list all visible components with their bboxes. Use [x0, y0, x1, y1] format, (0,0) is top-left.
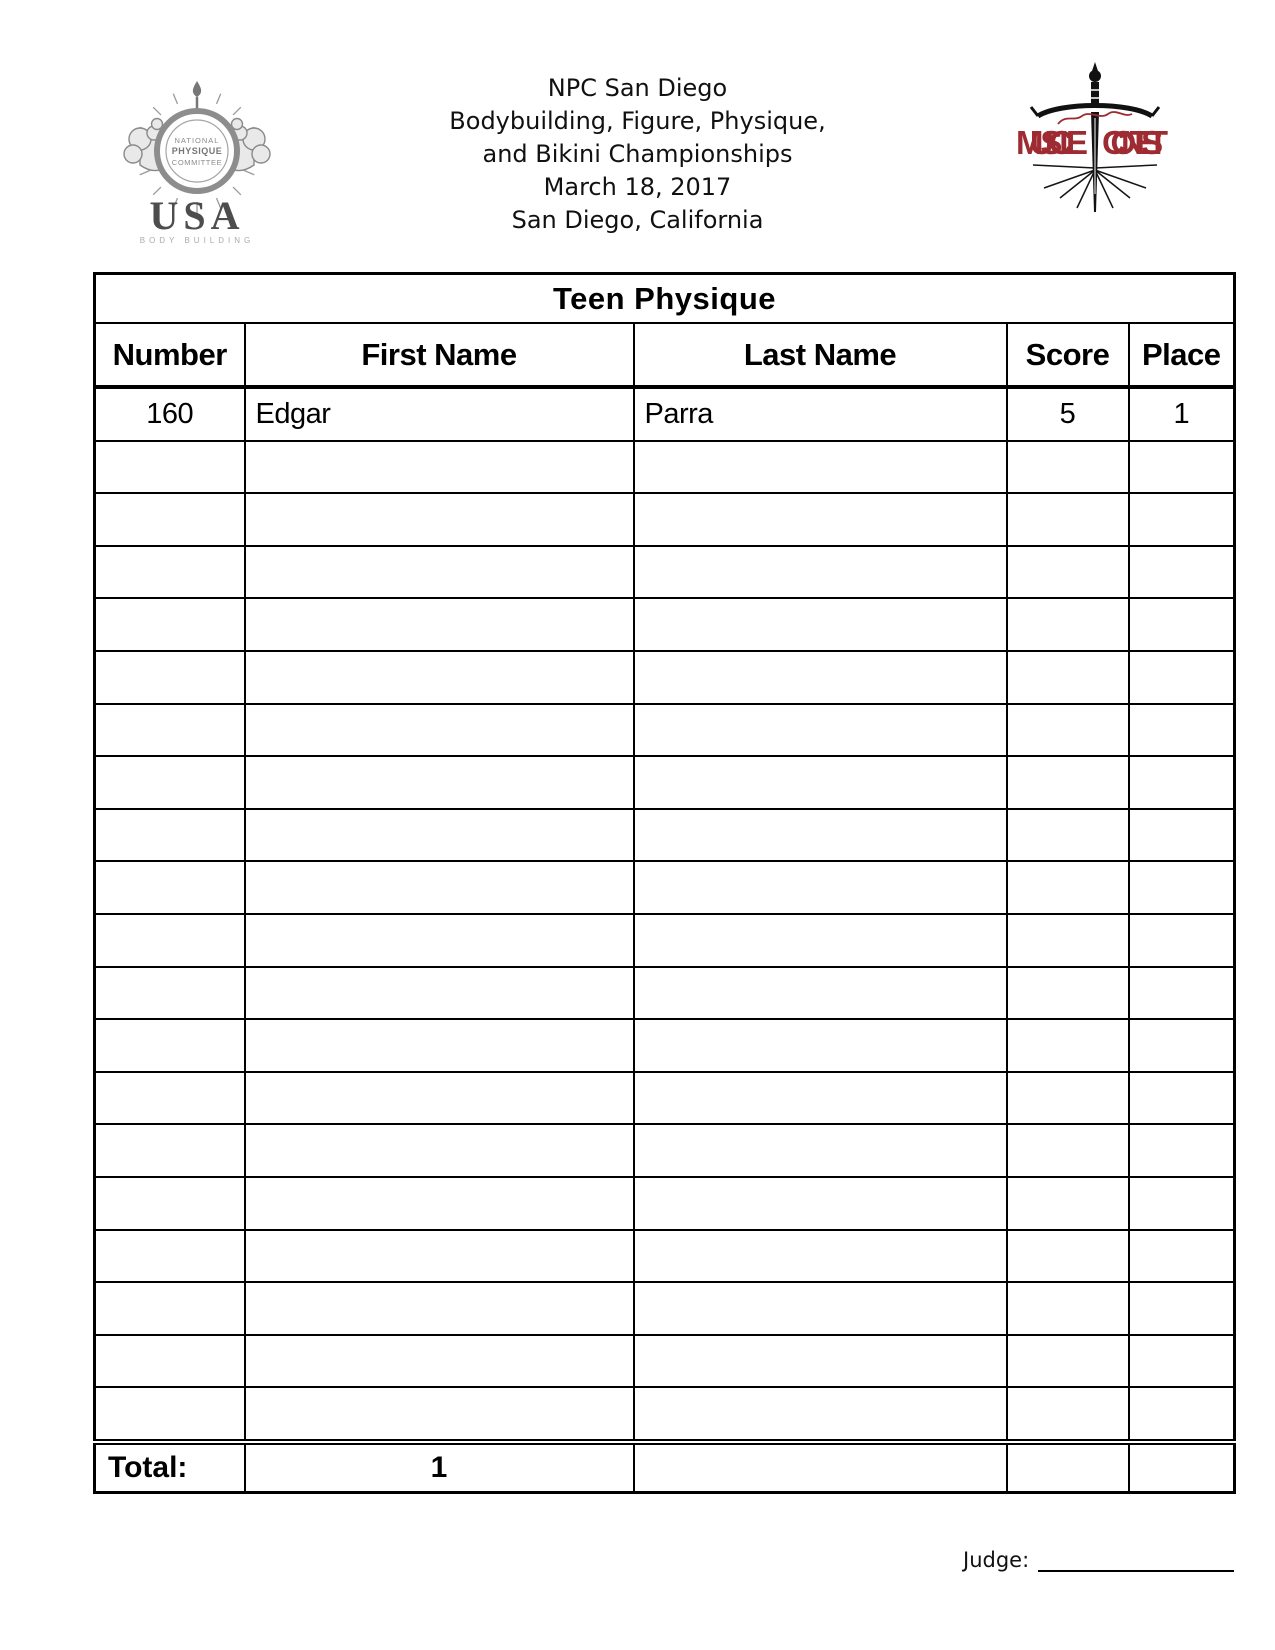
cell-first-name — [245, 1335, 634, 1388]
table-body — [95, 274, 1235, 1493]
table-row — [95, 809, 1235, 862]
cell-last-name — [634, 1177, 1007, 1230]
cell-score — [1007, 967, 1129, 1020]
cell-place — [1129, 756, 1235, 809]
cell-number — [95, 546, 245, 599]
cell-score — [1007, 914, 1129, 967]
cell-score — [1007, 1230, 1129, 1283]
table-row — [95, 1072, 1235, 1125]
cell-place — [1129, 598, 1235, 651]
cell-score — [1007, 1177, 1129, 1230]
cell-place — [1129, 441, 1235, 494]
table-row — [95, 387, 1235, 441]
cell-score — [1007, 546, 1129, 599]
cell-first-name: Edgar — [245, 387, 634, 441]
cell-last-name — [634, 1019, 1007, 1072]
musclecontest-logo — [1000, 62, 1190, 227]
cell-number — [95, 914, 245, 967]
cell-place — [1129, 546, 1235, 599]
column-header-place: Place — [1129, 323, 1235, 387]
cell-last-name — [634, 493, 1007, 546]
cell-last-name — [634, 1387, 1007, 1442]
cell-first-name — [245, 598, 634, 651]
cell-last-name — [634, 1335, 1007, 1388]
cell-place — [1129, 651, 1235, 704]
cell-place — [1129, 1177, 1235, 1230]
cell-number — [95, 1177, 245, 1230]
table-row — [95, 1230, 1235, 1283]
cell-place — [1129, 704, 1235, 757]
cell-number — [95, 598, 245, 651]
cell-score — [1007, 809, 1129, 862]
cell-last-name — [634, 967, 1007, 1020]
table-row — [95, 967, 1235, 1020]
table-row — [95, 546, 1235, 599]
seal-text-physique: PHYSIQUE — [171, 146, 223, 156]
event-title-line: March 18, 2017 — [543, 173, 732, 201]
cell-first-name — [245, 1177, 634, 1230]
cell-place — [1129, 1387, 1235, 1442]
total-empty-cell — [1129, 1442, 1235, 1493]
cell-last-name — [634, 756, 1007, 809]
table-title: Teen Physique — [95, 274, 1235, 324]
column-header-last-name: Last Name — [634, 323, 1007, 387]
cell-last-name — [634, 1282, 1007, 1335]
seal-text-national: NATIONAL — [174, 136, 220, 145]
cell-first-name — [245, 1072, 634, 1125]
cell-score — [1007, 1124, 1129, 1177]
cell-score — [1007, 441, 1129, 494]
muscle-wordmark: MUSCLE — [1016, 124, 1088, 161]
cell-score — [1007, 1335, 1129, 1388]
table-row — [95, 1387, 1235, 1442]
cell-first-name — [245, 967, 634, 1020]
cell-last-name — [634, 1072, 1007, 1125]
table-row — [95, 1282, 1235, 1335]
cell-score — [1007, 493, 1129, 546]
table-row — [95, 1124, 1235, 1177]
table-row — [95, 598, 1235, 651]
judge-signature-area — [963, 1548, 1234, 1572]
cell-last-name — [634, 861, 1007, 914]
seal-text-committee: COMMITTEE — [171, 158, 223, 167]
cell-place — [1129, 914, 1235, 967]
cell-place — [1129, 809, 1235, 862]
cell-number — [95, 493, 245, 546]
cell-score — [1007, 1387, 1129, 1442]
cell-number — [95, 1019, 245, 1072]
cell-place — [1129, 1282, 1235, 1335]
total-label: Total: — [95, 1442, 245, 1493]
cell-place — [1129, 1124, 1235, 1177]
table-header-row — [95, 323, 1235, 387]
cell-score — [1007, 651, 1129, 704]
total-empty-cell — [1007, 1442, 1129, 1493]
cell-number — [95, 1124, 245, 1177]
cell-last-name — [634, 598, 1007, 651]
contest-wordmark: CONTEST — [1102, 124, 1168, 161]
cell-first-name — [245, 861, 634, 914]
table-row — [95, 756, 1235, 809]
cell-place — [1129, 1335, 1235, 1388]
cell-number — [95, 1335, 245, 1388]
cell-first-name — [245, 809, 634, 862]
cell-number — [95, 441, 245, 494]
bodybuilding-subtitle: BODY BUILDING — [139, 236, 255, 245]
judge-signature-line — [1038, 1549, 1234, 1572]
cell-first-name — [245, 651, 634, 704]
cell-place — [1129, 1072, 1235, 1125]
cell-first-name — [245, 1124, 634, 1177]
event-title-line: Bodybuilding, Figure, Physique, — [449, 107, 826, 135]
cell-number — [95, 1072, 245, 1125]
table-row — [95, 914, 1235, 967]
cell-number — [95, 651, 245, 704]
cell-number — [95, 809, 245, 862]
cell-first-name — [245, 1282, 634, 1335]
cell-number — [95, 704, 245, 757]
column-header-number: Number — [95, 323, 245, 387]
cell-number: 160 — [95, 387, 245, 441]
column-header-score: Score — [1007, 323, 1129, 387]
score-table — [93, 272, 1236, 1494]
cell-place: 1 — [1129, 387, 1235, 441]
cell-place — [1129, 1230, 1235, 1283]
cell-last-name — [634, 441, 1007, 494]
cell-number — [95, 861, 245, 914]
total-value: 1 — [245, 1442, 634, 1493]
cell-place — [1129, 967, 1235, 1020]
cell-score — [1007, 704, 1129, 757]
total-row — [95, 1442, 1235, 1493]
cell-number — [95, 1282, 245, 1335]
cell-first-name — [245, 704, 634, 757]
cell-first-name — [245, 493, 634, 546]
table-row — [95, 441, 1235, 494]
cell-number — [95, 756, 245, 809]
cell-place — [1129, 493, 1235, 546]
judge-label: Judge: — [963, 1548, 1030, 1572]
table-row — [95, 1177, 1235, 1230]
cell-score — [1007, 1019, 1129, 1072]
cell-first-name — [245, 1019, 634, 1072]
event-title-line: San Diego, California — [511, 206, 764, 234]
table-row — [95, 1335, 1235, 1388]
cell-number — [95, 967, 245, 1020]
total-empty-cell — [634, 1442, 1007, 1493]
cell-first-name — [245, 546, 634, 599]
cell-first-name — [245, 1230, 634, 1283]
cell-number — [95, 1230, 245, 1283]
cell-number — [95, 1387, 245, 1442]
cell-score — [1007, 756, 1129, 809]
cell-last-name — [634, 914, 1007, 967]
cell-first-name — [245, 756, 634, 809]
cell-last-name: Parra — [634, 387, 1007, 441]
table-row — [95, 651, 1235, 704]
cell-score: 5 — [1007, 387, 1129, 441]
cell-score — [1007, 861, 1129, 914]
cell-place — [1129, 1019, 1235, 1072]
table-row — [95, 704, 1235, 757]
table-title-row — [95, 274, 1235, 324]
cell-last-name — [634, 809, 1007, 862]
cell-first-name — [245, 1387, 634, 1442]
cell-place — [1129, 861, 1235, 914]
cell-score — [1007, 598, 1129, 651]
cell-last-name — [634, 1230, 1007, 1283]
usa-wordmark: USA — [149, 193, 245, 238]
table-row — [95, 861, 1235, 914]
cell-last-name — [634, 651, 1007, 704]
cell-first-name — [245, 441, 634, 494]
cell-last-name — [634, 704, 1007, 757]
cell-last-name — [634, 546, 1007, 599]
cell-first-name — [245, 914, 634, 967]
column-header-first-name: First Name — [245, 323, 634, 387]
event-title-line: NPC San Diego — [547, 74, 728, 102]
cell-score — [1007, 1282, 1129, 1335]
cell-last-name — [634, 1124, 1007, 1177]
cell-score — [1007, 1072, 1129, 1125]
table-row — [95, 493, 1235, 546]
event-title-line: and Bikini Championships — [482, 140, 793, 168]
table-row — [95, 1019, 1235, 1072]
